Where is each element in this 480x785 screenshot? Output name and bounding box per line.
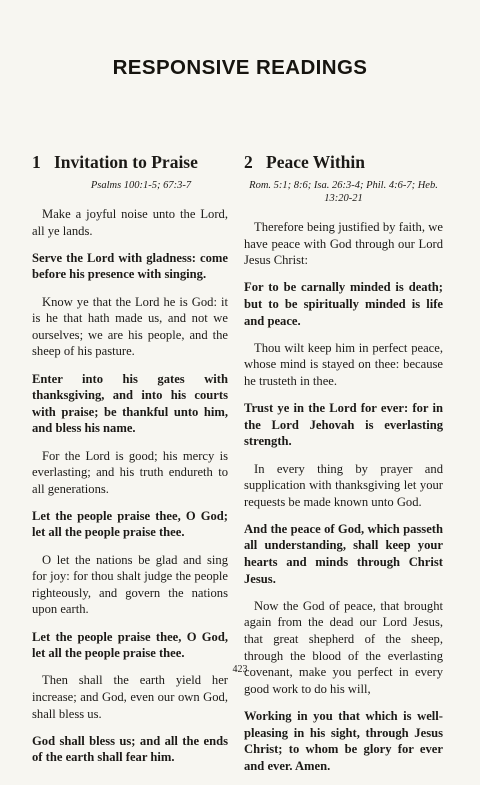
scripture-reference: Psalms 100:1-5; 67:3-7 [90, 180, 192, 191]
reading-title: Invitation to Praise [54, 152, 198, 172]
reading-title: Peace Within [266, 152, 366, 172]
reading-number: 2 [244, 152, 253, 172]
page-title: RESPONSIVE READINGS [112, 56, 368, 79]
congregation-response: Trust ye in the Lord for ever: for in the Lord Jehovah is everlasting strength. [244, 401, 443, 449]
reading-number: 1 [32, 152, 41, 172]
reading-heading [244, 152, 443, 172]
leader-reading: Now the God of peace, that brought again from the dead our Lord Jesus, that great shepherd of the sheep, through the blood of the everlasting covenant, make you perfect in every good work to do his will, [244, 598, 443, 696]
leader-reading: Know ye that the Lord he is God: it is he that hath made us, and not we ourselves; we are his people, and the sheep of his pasture. [32, 294, 228, 359]
congregation-response: And the peace of God, which passeth all understanding, shall keep your hearts and minds through Christ Jesus. [244, 521, 443, 586]
congregation-response: Let the people praise thee, O God; let all the people praise thee. [32, 508, 228, 540]
leader-reading: Make a joyful noise unto the Lord, all ye lands. [32, 207, 228, 238]
reading-paragraphs [32, 206, 228, 766]
leader-reading: O let the nations be glad and sing for joy: for thou shalt judge the people righteously, and govern the nations upon earth. [32, 552, 228, 617]
congregation-response: Serve the Lord with gladness: come before his presence with singing. [32, 250, 228, 282]
leader-reading: Therefore being justified by faith, we have peace with God through our Lord Jesus Christ: [244, 220, 443, 268]
reading-heading [32, 152, 228, 172]
leader-reading: Then shall the earth yield her increase; and God, even our own God, shall bless us. [32, 673, 228, 721]
reading-column-1 [32, 152, 228, 777]
congregation-response: For to be carnally minded is death; but to be spiritually minded is life and peace. [244, 280, 443, 328]
congregation-response: God shall bless us; and all the ends of the earth shall fear him. [32, 733, 228, 765]
leader-reading: For the Lord is good; his mercy is everlasting; and his truth endureth to all generations. [32, 448, 228, 496]
leader-reading: Thou wilt keep him in perfect peace, whose mind is stayed on thee: because he trusteth in thee. [244, 340, 443, 388]
scripture-reference: Rom. 5:1; 8:6; Isa. 26:3-4; Phil. 4:6-7; Heb. 13:20-21 [249, 180, 438, 204]
congregation-response: Let the people praise thee, O God, let all the people praise thee. [32, 629, 228, 661]
reading-paragraphs [244, 219, 443, 774]
page-number: 423 [232, 664, 248, 675]
leader-reading: In every thing by prayer and supplication with thanksgiving let your requests be made known unto God. [244, 461, 443, 509]
reading-column-2 [244, 152, 443, 785]
congregation-response: Working in you that which is well-pleasing in his sight, through Jesus Christ; to whom be glory for ever and ever. Amen. [244, 709, 443, 773]
congregation-response: Enter into his gates with thanksgiving, and into his courts with praise; be thankful unto him, and bless his name. [32, 371, 228, 436]
